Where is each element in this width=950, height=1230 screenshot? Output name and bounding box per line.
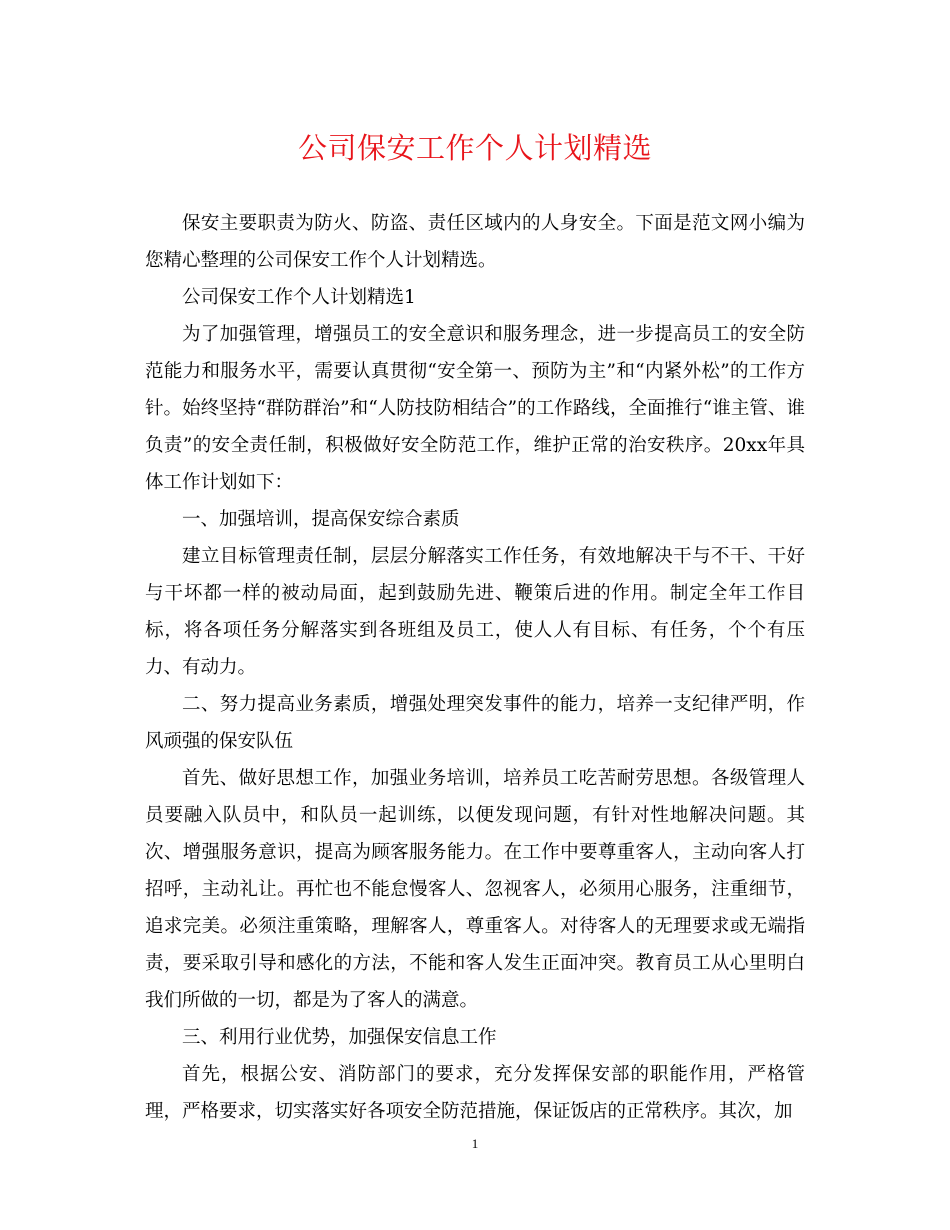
page-number: 1 — [471, 1136, 479, 1151]
document-body — [145, 205, 805, 1130]
body-paragraph: 为了加强管理，增强员工的安全意识和服务理念，进一步提高员工的安全防范能力和服务水平，需要认真贯彻“安全第一、预防为主”和“内紧外松”的工作方针。始终坚持“群防群治”和“人防技防相结合”的工作路线，全面推行“谁主管、谁负责”的安全责任制，积极做好安全防范工作，维护正常的治安秩序。20xx年具体工作计划如下： — [145, 324, 805, 493]
document-title: 公司保安工作个人计划精选 — [297, 131, 652, 165]
body-paragraph: 建立目标管理责任制，层层分解落实工作任务，有效地解决干与不干、干好与干坏都一样的被动局面，起到鼓励先进、鞭策后进的作用。制定全年工作目标，将各项任务分解落实到各班组及员工，使人人有目标、有任务，个个有压力、有动力。 — [145, 546, 805, 678]
body-paragraph: 首先，根据公安、消防部门的要求，充分发挥保安部的职能作用，严格管理，严格要求，切实落实好各项安全防范措施，保证饭店的正常秩序。其次，加 — [145, 1064, 805, 1122]
section-heading-plan-1: 公司保安工作个人计划精选1 — [182, 287, 416, 308]
intro-paragraph: 保安主要职责为防火、防盗、责任区域内的人身安全。下面是范文网小编为您精心整理的公司保安工作个人计划精选。 — [145, 213, 805, 271]
body-paragraph: 首先、做好思想工作，加强业务培训，培养员工吃苦耐劳思想。各级管理人员要融入队员中，和队员一起训练，以便发现问题，有针对性地解决问题。其次、增强服务意识，提高为顾客服务能力。在工作中要尊重客人，主动向客人打招呼，主动礼让。再忙也不能怠慢客人、忽视客人，必须用心服务，注重细节，追求完美。必须注重策略，理解客人，尊重客人。对待客人的无理要求或无端指责，要采取引导和感化的方法，不能和客人发生正面冲突。教育员工从心里明白我们所做的一切，都是为了客人的满意。 — [145, 768, 805, 1011]
section-heading-training: 一、加强培训，提高保安综合素质 — [182, 509, 460, 530]
section-heading-information: 三、利用行业优势，加强保安信息工作 — [182, 1027, 497, 1048]
section-heading-business-quality: 二、努力提高业务素质，增强处理突发事件的能力，培养一支纪律严明，作风顽强的保安队伍 — [145, 694, 805, 752]
